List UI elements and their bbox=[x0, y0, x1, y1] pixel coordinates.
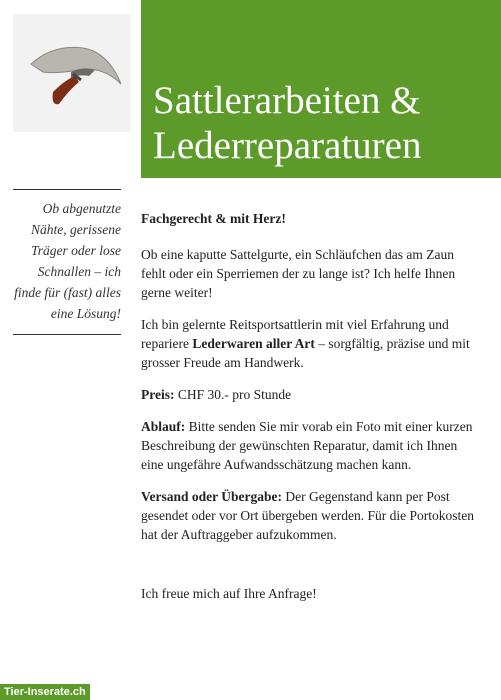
closing-line: Ich freue mich auf Ihre Anfrage! bbox=[141, 586, 317, 601]
sidebar-bottom-rule bbox=[13, 334, 121, 335]
price-value: CHF 30.- pro Stunde bbox=[174, 387, 292, 402]
sidebar-quote: Ob abgenutzte Nähte, gerissene Träger oder lose Schnallen – ich finde für (fast) alles eine Lösung! bbox=[14, 201, 121, 321]
site-watermark: Tier-Inserate.ch bbox=[0, 684, 90, 700]
title-line-1: Sattlerarbeiten & bbox=[153, 79, 421, 122]
shipping-paragraph: Versand oder Übergabe: Der Gegenstand kann per Post gesendet oder vor Ort übergeben werden. Für die Portokosten hat der Auftraggeber aufzukommen. bbox=[141, 489, 475, 542]
title-line-2: Lederreparaturen bbox=[153, 124, 422, 167]
about-paragraph: Ich bin gelernte Reitsportsattlerin mit viel Erfahrung und repariere Lederwaren aller Art – sorgfältig, präzise und mit grosser Freude am Handwerk. bbox=[141, 317, 470, 370]
intro-paragraph: Ob eine kaputte Sattelgurte, ein Schläufchen das am Zaun fehlt oder ein Sperriemen der zu lange ist? Ich helfe Ihnen gerne weiter! bbox=[141, 247, 456, 300]
price-label: Preis: bbox=[141, 387, 175, 402]
title-banner bbox=[141, 0, 501, 178]
content-heading: Fachgerecht & mit Herz! bbox=[141, 211, 286, 226]
process-paragraph: Ablauf: Bitte senden Sie mir vorab ein Foto mit einer kurzen Beschreibung der gewünschten Reparatur, damit ich Ihnen eine ungefähre Aufwandsschätzung machen kann. bbox=[141, 419, 473, 472]
shipping-label: Versand oder Übergabe: bbox=[141, 489, 282, 504]
sidebar-top-rule bbox=[13, 189, 121, 190]
about-highlight: Lederwaren aller Art bbox=[192, 336, 315, 351]
price-paragraph bbox=[141, 385, 476, 404]
main-content bbox=[141, 209, 476, 616]
leather-knife-image bbox=[13, 14, 131, 132]
round-knife-icon bbox=[13, 14, 131, 132]
process-label: Ablauf: bbox=[141, 419, 186, 434]
page-title bbox=[153, 78, 421, 168]
